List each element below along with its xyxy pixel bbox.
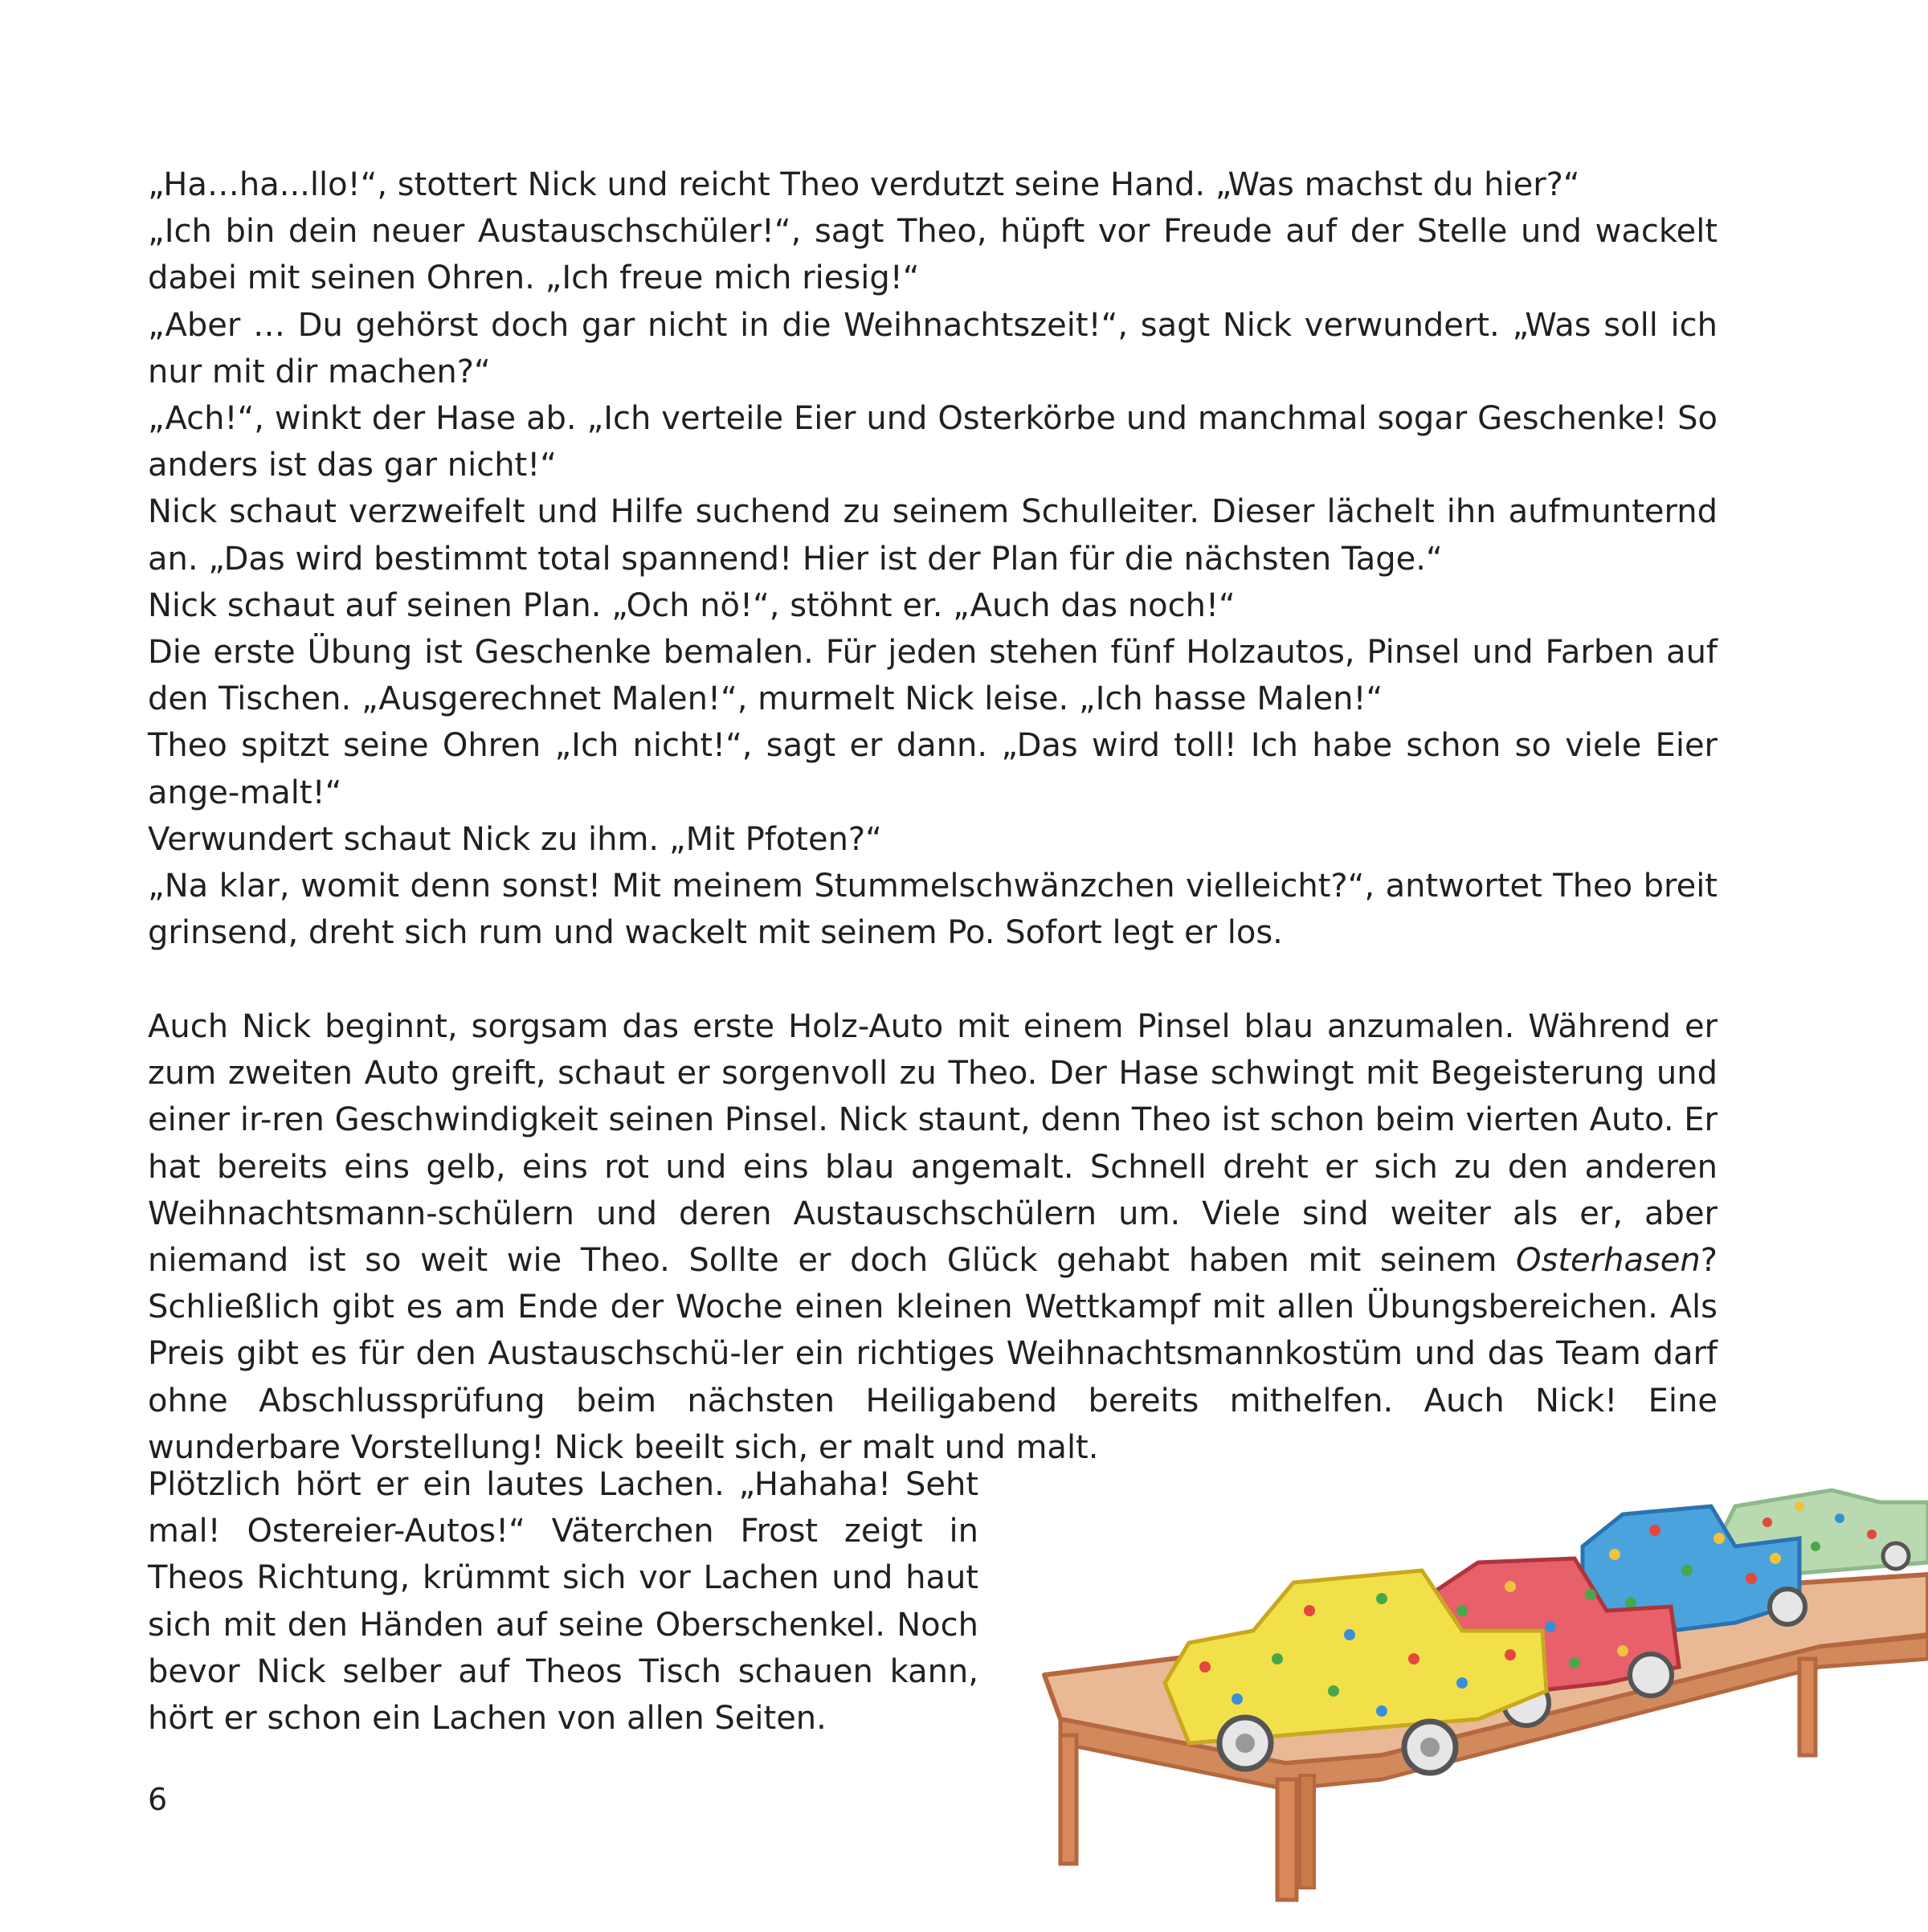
- paragraph: Nick schaut verzweifelt und Hilfe suchend zu seinem Schulleiter. Dieser lächelt ihn aufmunternd an. „Das wird bestimmt total spannend! Hier ist der Plan für die nächsten Tage.“: [148, 493, 1718, 578]
- paragraph: Plötzlich hört er ein lautes Lachen. „Hahaha! Seht mal! Ostereier-Autos!“ Väterchen Frost zeigt in Theos Richtung, krümmt sich vor Lachen und haut sich mit den Händen auf seine Oberschenkel. Noch bevor Nick selber auf Theos Tisch schauen kann, hört er schon ein Lachen von allen Seiten.: [148, 1466, 978, 1738]
- paragraph: „Ach!“, winkt der Hase ab. „Ich verteile Eier und Osterkörbe und manchmal sogar Geschenke! So anders ist das gar nicht!“: [148, 400, 1718, 484]
- paragraph: Theo spitzt seine Ohren „Ich nicht!“, sagt er dann. „Das wird toll! Ich habe schon so viele Eier ange-malt!“: [148, 727, 1718, 811]
- paragraph: „Na klar, womit denn sonst! Mit meinem Stummelschwänzchen vielleicht?“, antwortet Theo breit grinsend, dreht sich rum und wackelt mit seinem Po. Sofort legt er los.: [148, 868, 1718, 952]
- main-text-block: [148, 161, 1718, 956]
- paragraph-part: Auch Nick beginnt, sorgsam das erste Holz-Auto mit einem Pinsel blau anzumalen. Während er zum zweiten Auto greift, schaut er sorgenvoll zu Theo. Der Hase schwingt mit Begeisterung und einer ir-ren Geschwindigkeit seinen Pinsel. Nick staunt, denn Theo ist schon beim vierten Auto. Er hat bereits eins gelb, eins rot und eins blau angemalt. Schnell dreht er sich zu den anderen Weihnachtsmann-schülern und deren Austauschschülern um. Viele sind weiter als er, aber niemand ist so weit wie Theo. Sollte er doch Glück gehabt haben mit seinem: [148, 1008, 1718, 1280]
- paragraph-italic: Osterhasen: [1516, 1242, 1701, 1280]
- paragraph-part: ? Schließlich gibt es am Ende der Woche einen kleinen Wettkampf mit allen Übungsbereichen. Als Preis gibt es für den Austauschschü-ler ein richtiges Weihnachtsmannkostüm und das Team darf ohne Abschlussprüfung beim nächsten Heiligabend bereits mithelfen. Auch Nick! Eine wunderbare Vorstellung! Nick beeilt sich, er malt und malt.: [148, 1242, 1718, 1466]
- main-text-block-2: [148, 1003, 1718, 1471]
- wrapped-paragraph: [148, 1461, 978, 1742]
- paragraph: „Ich bin dein neuer Austauschschüler!“, sagt Theo, hüpft vor Freude auf der Stelle und wackelt dabei mit seinen Ohren. „Ich freue mich riesig!“: [148, 213, 1718, 297]
- painted-cars-illustration: [1028, 1426, 1928, 1908]
- paragraph: „Ha…ha...llo!“, stottert Nick und reicht Theo verdutzt seine Hand. „Was machst du hier?“: [148, 166, 1580, 203]
- paragraph: [148, 1003, 1718, 1471]
- paragraph: Die erste Übung ist Geschenke bemalen. Für jeden stehen fünf Holzautos, Pinsel und Farben auf den Tischen. „Ausgerechnet Malen!“, murmelt Nick leise. „Ich hasse Malen!“: [148, 634, 1718, 718]
- page-number: 6: [148, 1782, 168, 1817]
- paragraph: „Aber … Du gehörst doch gar nicht in die Weihnachtszeit!“, sagt Nick verwundert. „Was soll ich nur mit dir machen?“: [148, 306, 1718, 390]
- paragraph: Verwundert schaut Nick zu ihm. „Mit Pfoten?“: [148, 820, 882, 858]
- paragraph: Nick schaut auf seinen Plan. „Och nö!“, stöhnt er. „Auch das noch!“: [148, 586, 1236, 624]
